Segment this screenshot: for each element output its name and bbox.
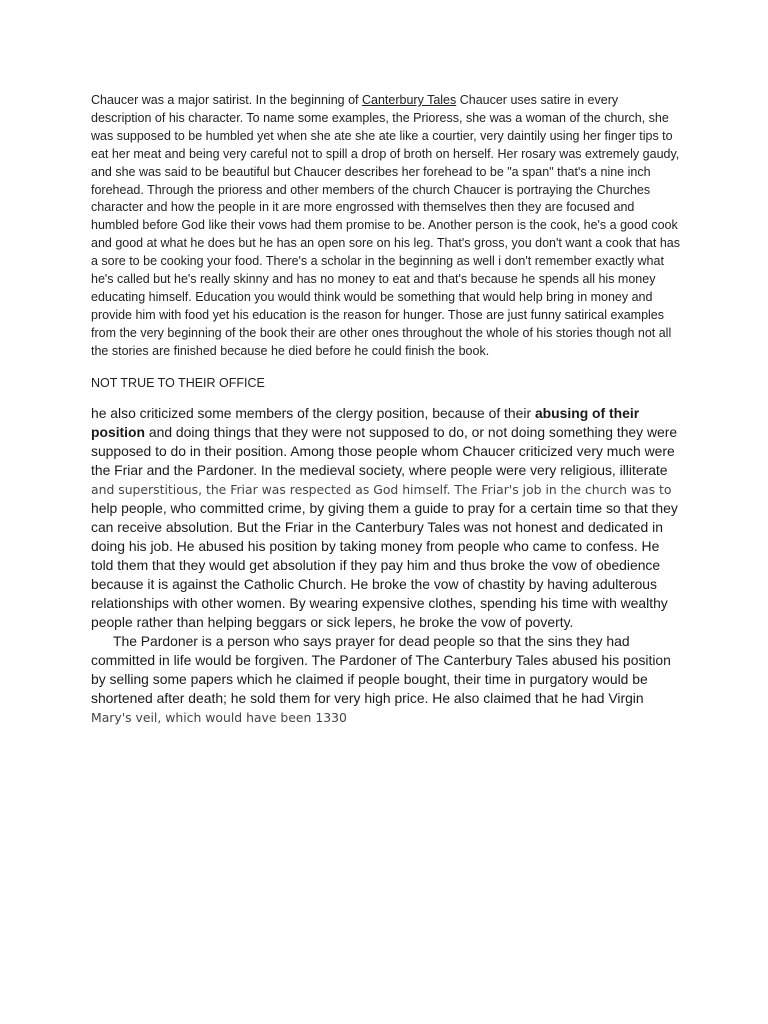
- paragraph-clergy-bold: abusing of their position: [91, 404, 640, 440]
- document-page: [91, 92, 681, 727]
- paragraph-satire: [91, 92, 681, 361]
- paragraph-pardoner-text: The Pardoner is a person who says prayer for dead people so that the sins they had committed in life would be forgiven. The Pardoner of The Canterbury Tales abused his position by selling some papers which he claimed if people bought, their time in purgatory would be shortened after death; he sold them for very high price. He also claimed that he had Virgin: [91, 632, 671, 706]
- paragraph-pardoner: [91, 632, 681, 727]
- paragraph-clergy: [91, 404, 681, 632]
- paragraph-clergy-text-end: help people, who committed crime, by giving them a guide to pray for a certain time so that they can receive absolution. But the Friar in the Canterbury Tales was not honest and dedicated in doing his job. He abused his position by taking money from people who came to confess. He told them that they would get absolution if they pay him and thus broke the vow of obedience because it is against the Catholic Church. He broke the vow of chastity by having adulterous relationships with other women. By wearing expensive clothes, spending his time with wealthy people rather than helping beggars or sick lepers, he broke the vow of poverty.: [91, 499, 678, 630]
- paragraph-clergy-text-start: he also criticized some members of the clergy position, because of their: [91, 404, 535, 421]
- canterbury-tales-link[interactable]: Canterbury Tales: [361, 93, 457, 107]
- paragraph-pardoner-alt-font-line: Mary's veil, which would have been 1330: [91, 709, 347, 725]
- paragraph-satire-text-rest: Chaucer uses satire in every description of his character. To name some examples, the Prioress, she was a woman of the church, she was supposed to be humbled yet when she ate she ate like a courtier, very daintily using her finger tips to eat her meat and being very careful not to spill a drop of broth on herself. Her rosary was extremely gaudy, and she was said to be beautiful but Chaucer describes her forehead to be "a span" that's a nine inch forehead. Through the prioress and other members of the church Chaucer is portraying the Churches character and how the people in it are more engrossed with themselves then they are focused and humbled before God like their vows had them promise to be. Another person is the cook, he's a good cook and good at what he does but he has an open sore on his leg. That's gross, you don't want a cook that has a sore to be cooking your food. There's a scholar in the beginning as well i don't remember exactly what he's called but he's really skinny and has no money to eat and that's because he spends all his money educating himself. Education you would think would be something that would help bring in money and provide him with food yet his education is the reason for hunger. Those are just funny satirical examples from the very beginning of the book their are other ones throughout the whole of his stories though not all the stories are finished because he died before he could finish the book.: [91, 93, 680, 358]
- section-heading: NOT TRUE TO THEIR OFFICE: [91, 375, 265, 390]
- paragraph-satire-text-start: Chaucer was a major satirist. In the beginning of: [91, 93, 362, 107]
- paragraph-clergy-alt-font-line: and superstitious, the Friar was respected as God himself. The Friar's job in the church was to: [91, 481, 672, 497]
- paragraph-clergy-text-middle: and doing things that they were not supposed to do, or not doing something they were supposed to do in their position. Among those people whom Chaucer criticized very much were the Friar and the Pardoner. In the medieval society, where people were very religious, illiterate: [91, 423, 678, 478]
